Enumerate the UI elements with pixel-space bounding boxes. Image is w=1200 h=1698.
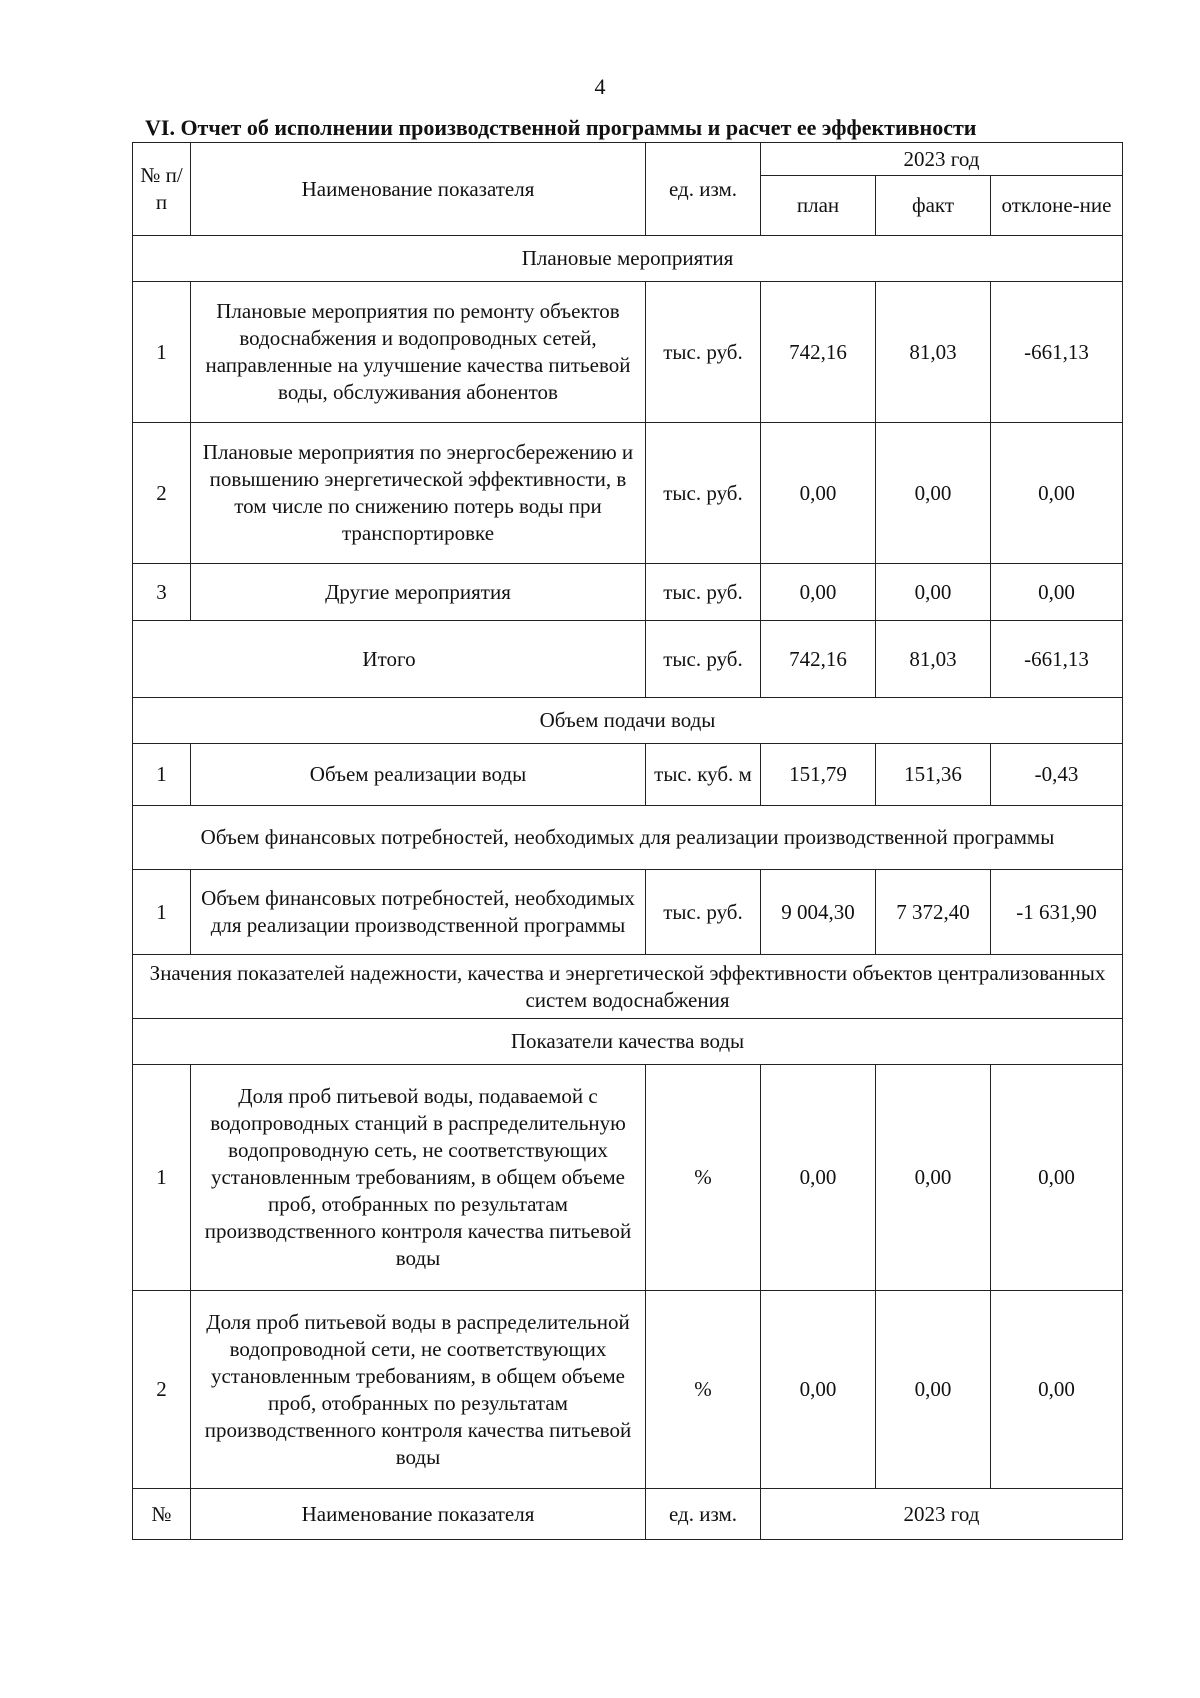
row-unit: тыс. руб.: [646, 282, 761, 423]
row-plan: 0,00: [761, 564, 876, 621]
section-planned: Плановые мероприятия: [133, 236, 1123, 282]
row-fact: 0,00: [876, 423, 991, 564]
total-fact: 81,03: [876, 621, 991, 698]
row-num: 1: [133, 282, 191, 423]
row-plan: 0,00: [761, 423, 876, 564]
section-row: [133, 698, 1123, 744]
table-row: [133, 423, 1123, 564]
header-fact: факт: [876, 176, 991, 236]
row-name: Плановые мероприятия по ремонту объектов водоснабжения и водопроводных сетей, направленные на улучшение качества питьевой воды, обслуживания абонентов: [191, 282, 646, 423]
row-name: Другие мероприятия: [191, 564, 646, 621]
row-deviation: 0,00: [991, 564, 1123, 621]
header-unit: ед. изм.: [646, 143, 761, 236]
row-plan: 0,00: [761, 1065, 876, 1291]
row-deviation: 0,00: [991, 423, 1123, 564]
total-plan: 742,16: [761, 621, 876, 698]
row-plan: 742,16: [761, 282, 876, 423]
section-row: [133, 236, 1123, 282]
row-deviation: 0,00: [991, 1291, 1123, 1489]
row-fact: 0,00: [876, 564, 991, 621]
total-deviation: -661,13: [991, 621, 1123, 698]
header-deviation: отклоне-ние: [991, 176, 1123, 236]
row-fact: 7 372,40: [876, 870, 991, 955]
row-num: 1: [133, 1065, 191, 1291]
row-name: Доля проб питьевой воды в распределительной водопроводной сети, не соответствующих установленным требованиям, в общем объеме проб, отобранных по результатам производственного контроля качества питьевой воды: [191, 1291, 646, 1489]
table-row: [133, 1065, 1123, 1291]
footer-header-num: №: [133, 1489, 191, 1540]
report-table: [132, 142, 1123, 1540]
section-finance: Объем финансовых потребностей, необходимых для реализации производственной программы: [133, 806, 1123, 870]
table-row: [133, 870, 1123, 955]
row-deviation: 0,00: [991, 1065, 1123, 1291]
table-row: [133, 744, 1123, 806]
row-unit: тыс. куб. м: [646, 744, 761, 806]
row-unit: тыс. руб.: [646, 870, 761, 955]
row-fact: 0,00: [876, 1065, 991, 1291]
section-row: [133, 1019, 1123, 1065]
row-unit: тыс. руб.: [646, 564, 761, 621]
total-unit: тыс. руб.: [646, 621, 761, 698]
footer-header-unit: ед. изм.: [646, 1489, 761, 1540]
row-num: 2: [133, 1291, 191, 1489]
row-unit: %: [646, 1065, 761, 1291]
row-unit: тыс. руб.: [646, 423, 761, 564]
section-reliability: Значения показателей надежности, качества и энергетической эффективности объектов централизованных систем водоснабжения: [133, 955, 1123, 1019]
header-plan: план: [761, 176, 876, 236]
row-fact: 151,36: [876, 744, 991, 806]
header-year: 2023 год: [761, 143, 1123, 176]
row-fact: 0,00: [876, 1291, 991, 1489]
row-plan: 9 004,30: [761, 870, 876, 955]
table-row: [133, 282, 1123, 423]
row-deviation: -0,43: [991, 744, 1123, 806]
row-name: Объем финансовых потребностей, необходимых для реализации производственной программы: [191, 870, 646, 955]
row-num: 1: [133, 744, 191, 806]
row-name: Доля проб питьевой воды, подаваемой с водопроводных станций в распределительную водопроводную сеть, не соответствующих установленным требованиям, в общем объеме проб, отобранных по результатам производственного контроля качества питьевой воды: [191, 1065, 646, 1291]
footer-header-name: Наименование показателя: [191, 1489, 646, 1540]
section-row: [133, 806, 1123, 870]
footer-header-row: [133, 1489, 1123, 1540]
total-label: Итого: [133, 621, 646, 698]
row-name: Плановые мероприятия по энергосбережению и повышению энергетической эффективности, в том числе по снижению потерь воды при транспортировке: [191, 423, 646, 564]
row-fact: 81,03: [876, 282, 991, 423]
table-row: [133, 1291, 1123, 1489]
footer-header-year: 2023 год: [761, 1489, 1123, 1540]
row-deviation: -1 631,90: [991, 870, 1123, 955]
row-name: Объем реализации воды: [191, 744, 646, 806]
table-row: [133, 564, 1123, 621]
header-num: № п/п: [133, 143, 191, 236]
row-plan: 0,00: [761, 1291, 876, 1489]
row-num: 2: [133, 423, 191, 564]
page-number: 4: [594, 74, 606, 99]
section-row: [133, 955, 1123, 1019]
total-row: [133, 621, 1123, 698]
header-name: Наименование показателя: [191, 143, 646, 236]
row-deviation: -661,13: [991, 282, 1123, 423]
section-supply: Объем подачи воды: [133, 698, 1123, 744]
header-row: [133, 143, 1123, 176]
document-title: VI. Отчет об исполнении производственной программы и расчет ее эффективности: [145, 115, 977, 140]
row-num: 1: [133, 870, 191, 955]
row-num: 3: [133, 564, 191, 621]
row-unit: %: [646, 1291, 761, 1489]
row-plan: 151,79: [761, 744, 876, 806]
section-quality: Показатели качества воды: [133, 1019, 1123, 1065]
